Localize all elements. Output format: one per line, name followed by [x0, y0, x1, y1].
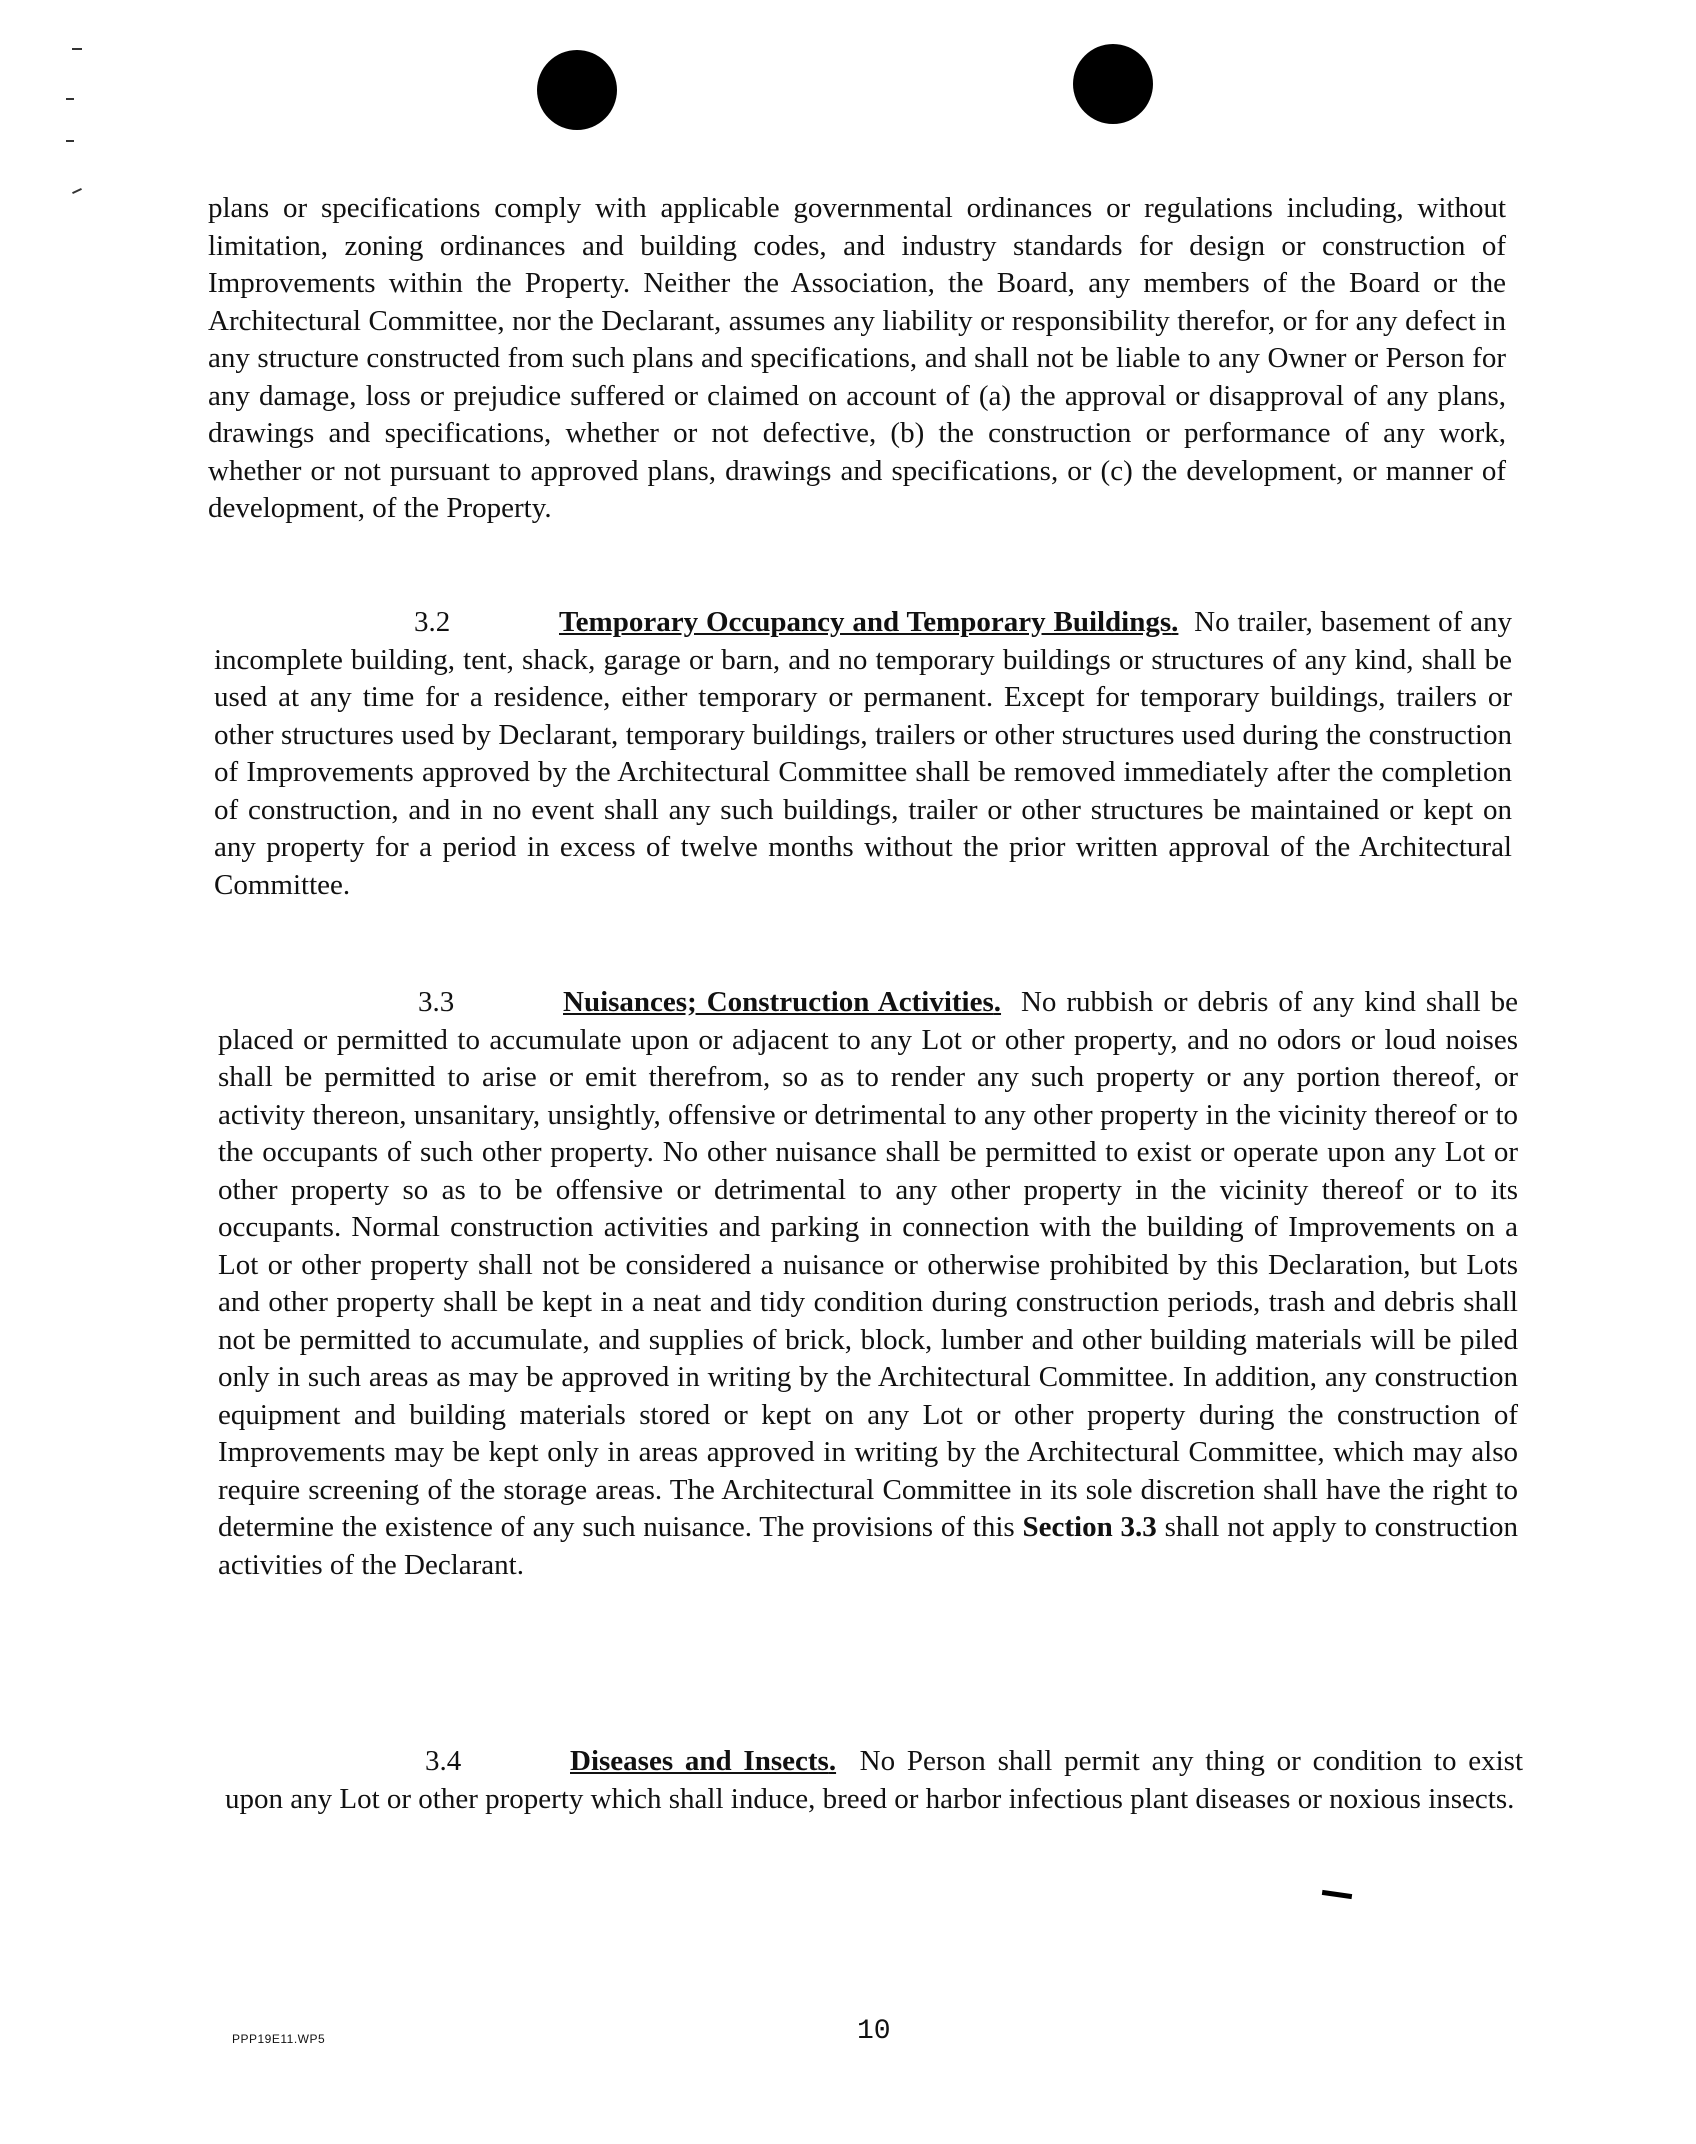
section-text: No trailer, basement of any incomplete building, tent, shack, garage or barn, and no temporary buildings or structures of any kind, shall be used at any time for a residence, either temporary or permanent. Except for temporary buildings, trailers or other structures used by Declarant, temporary buildings, trailers or other structures used during the construction of Improvements approved by the Architectural Committee shall be removed immediately after the completion of construction, and in no event shall any such buildings, trailer or other structures be maintained or kept on any property for a period in excess of twelve months without the prior written approval of the Architectural Committee. [214, 606, 1512, 901]
section-text-continued: shall not apply to construction activities of the Declarant. [218, 1511, 1519, 1581]
section-heading: Nuisances; Construction Activities [563, 986, 994, 1018]
section-number: 3.3 [418, 986, 455, 1018]
section-3-2: 3.2 Temporary Occupancy and Temporary Buildings. No trailer, basement of any incomplete building, tent, shack, garage or barn, and no temporary buildings or structures of any kind, shall be used at any time for a residence, either temporary or permanent. Except for temporary buildings, trailers or other structures used by Declarant, temporary buildings, trailers or other structures used during the construction of Improvements approved by the Architectural Committee shall be removed immediately after the completion of construction, and in no event shall any such buildings, trailer or other structures be maintained or kept on any property for a period in excess of twelve months without the prior written approval of the Architectural Committee. [214, 606, 1512, 901]
scan-mark [1322, 1890, 1352, 1899]
scan-speck [66, 140, 74, 142]
section-number: 3.2 [414, 606, 451, 638]
section-reference: Section 3.3 [1022, 1511, 1157, 1543]
page-number: 10 [857, 2016, 891, 2047]
section-text: No rubbish or debris of any kind shall be placed or permitted to accumulate upon or adjacent to any Lot or other property, and no odors or loud noises shall be permitted to arise or emit therefrom, so as to render any such property or any portion thereof, or activity thereon, unsanitary, unsightly, offensive or detrimental to any other property in the vicinity thereof or to the occupants of such other property. No other nuisance shall be permitted to exist or operate upon any Lot or other property so as to be offensive or detrimental to any other property in the vicinity thereof or to its occupants. Normal construction activities and parking in connection with the building of Improvements on a Lot or other property shall not be considered a nuisance or otherwise prohibited by this Declaration, but Lots and other property shall be kept in a neat and tidy condition during construction periods, trash and debris shall not be permitted to accumulate, and supplies of brick, block, lumber and other building materials will be piled only in such areas as may be approved in writing by the Architectural Committee. In addition, any construction equipment and building materials stored or kept on any Lot or other property during the construction of Improvements may be kept only in areas approved in writing by the Architectural Committee, which may also require screening of the storage areas. The Architectural Committee in its sole discretion shall have the right to determine the existence of any such nuisance. The provisions of this [218, 986, 1518, 1543]
intro-paragraph: plans or specifications comply with applicable governmental ordinances or regulations including, without limitation, zoning ordinances and building codes, and industry standards for design or construction of Improvements within the Property. Neither the Association, the Board, any members of the Board or the Architectural Committee, nor the Declarant, assumes any liability or responsibility therefor, or for any defect in any structure constructed from such plans and specifications, and shall not be liable to any Owner or Person for any damage, loss or prejudice suffered or claimed on account of (a) the approval or disapproval of any plans, drawings and specifications, whether or not defective, (b) the construction or performance of any work, whether or not pursuant to approved plans, drawings and specifications, or (c) the development, or manner of development, of the Property. [208, 192, 1506, 524]
punch-hole-left [537, 50, 617, 130]
punch-hole-right [1073, 44, 1153, 124]
section-3-3: 3.3 Nuisances; Construction Activities. No rubbish or debris of any kind shall be placed or permitted to accumulate upon or adjacent to any Lot or other property, and no odors or loud noises shall be permitted to arise or emit therefrom, so as to render any such property or any portion thereof, or activity thereon, unsanitary, unsightly, offensive or detrimental to any other property in the vicinity thereof or to the occupants of such other property. No other nuisance shall be permitted to exist or operate upon any Lot or other property so as to be offensive or detrimental to any other property in the vicinity thereof or to its occupants. Normal construction activities and parking in connection with the building of Improvements on a Lot or other property shall not be considered a nuisance or otherwise prohibited by this Declaration, but Lots and other property shall be kept in a neat and tidy condition during construction periods, trash and debris shall not be permitted to accumulate, and supplies of brick, block, lumber and other building materials will be piled only in such areas as may be approved in writing by the Architectural Committee. In addition, any construction equipment and building materials stored or kept on any Lot or other property during the construction of Improvements may be kept only in areas approved in writing by the Architectural Committee, which may also require screening of the storage areas. The Architectural Committee in its sole discretion shall have the right to determine the existence of any such nuisance. The provisions of this Section 3.3 shall not apply to construction activities of the Declarant. [218, 986, 1519, 1581]
section-heading: Diseases and Insects [570, 1745, 829, 1777]
footer-file-code: PPP19E11.WP5 [232, 2032, 326, 2046]
section-3-4: 3.4 Diseases and Insects. No Person shall permit any thing or condition to exist upon any Lot or other property which shall induce, breed or harbor infectious plant diseases or noxious insects. [225, 1745, 1524, 1815]
section-text: No Person shall permit any thing or condition to exist upon any Lot or other property which shall induce, breed or harbor infectious plant diseases or noxious insects. [225, 1745, 1524, 1815]
section-heading: Temporary Occupancy and Temporary Buildings [559, 606, 1172, 638]
scan-speck [66, 98, 74, 100]
scan-speck [72, 48, 82, 50]
section-number: 3.4 [425, 1745, 462, 1777]
scan-speck [72, 188, 82, 194]
